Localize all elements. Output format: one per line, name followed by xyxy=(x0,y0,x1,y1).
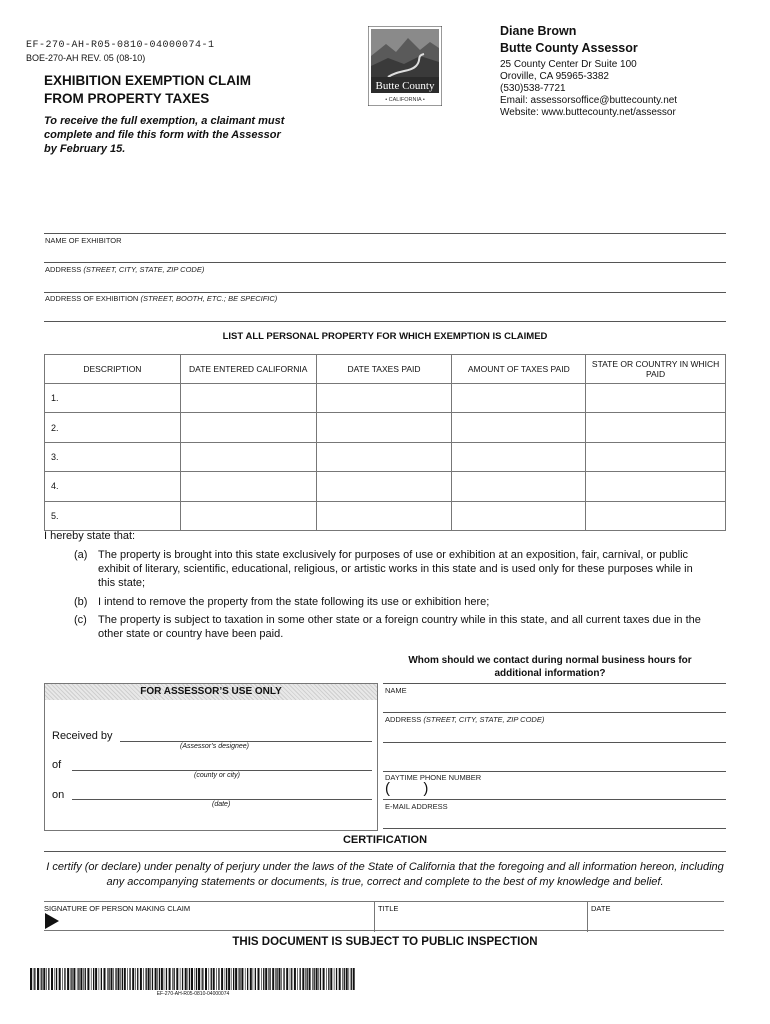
date-field[interactable] xyxy=(587,902,724,932)
barcode-bar xyxy=(269,968,270,990)
barcode-bar xyxy=(140,968,142,990)
barcode xyxy=(30,968,356,990)
barcode-bar xyxy=(150,968,151,990)
barcode-bar xyxy=(218,968,219,990)
received-by-field[interactable] xyxy=(120,741,372,742)
barcode-bar xyxy=(152,968,153,990)
table-cell[interactable] xyxy=(586,384,726,413)
of-label: of xyxy=(52,759,62,771)
barcode-bar xyxy=(77,968,78,990)
barcode-bar xyxy=(209,968,210,990)
barcode-bar xyxy=(241,968,243,990)
divider xyxy=(383,683,726,684)
barcode-bar xyxy=(253,968,254,990)
barcode-bar xyxy=(37,968,39,990)
col-description: DESCRIPTION xyxy=(45,355,181,384)
address-label xyxy=(45,265,204,274)
table-cell[interactable] xyxy=(452,501,586,530)
table-row xyxy=(45,413,726,442)
assessor-address-2: Oroville, CA 95965-3382 xyxy=(500,71,609,82)
table-cell[interactable] xyxy=(180,413,316,442)
clause-c-label: (c) xyxy=(74,614,87,626)
name-of-exhibitor-label: NAME OF EXHIBITOR xyxy=(45,236,122,245)
barcode-bar xyxy=(344,968,345,990)
barcode-bar xyxy=(59,968,61,990)
barcode-bar xyxy=(62,968,63,990)
barcode-bar xyxy=(85,968,86,990)
barcode-bar xyxy=(129,968,130,990)
barcode-bar xyxy=(247,968,248,990)
on-label: on xyxy=(52,789,65,801)
barcode-bar xyxy=(238,968,239,990)
title-line-1: EXHIBITION EXEMPTION CLAIM xyxy=(44,73,252,88)
property-list-heading: LIST ALL PERSONAL PROPERTY FOR WHICH EXEMPTION IS CLAIMED xyxy=(222,331,548,342)
barcode-bar xyxy=(286,968,288,990)
received-by-hint: (Assessor’s designee) xyxy=(180,743,249,750)
barcode-bar xyxy=(108,968,109,990)
assessor-phone: (530)538-7721 xyxy=(500,83,566,94)
signature-label: SIGNATURE OF PERSON MAKING CLAIM xyxy=(44,904,191,913)
clause-a-text: The property is brought into this state exclusively for purposes of use or exhibition at an exposition, fair, carnival, or public exhibit of literary, scientific, educational, religious, or artistic works in this state and is used only for these purposes while in this state; xyxy=(98,549,693,589)
table-cell[interactable] xyxy=(180,472,316,501)
barcode-bar xyxy=(80,968,82,990)
barcode-bar xyxy=(46,968,47,990)
barcode-bar xyxy=(279,968,281,990)
contact-address-field[interactable] xyxy=(383,742,726,743)
phone-field[interactable] xyxy=(383,799,726,800)
barcode-bar xyxy=(159,968,160,990)
assessor-name: Diane Brown xyxy=(500,24,577,38)
assessor-use-heading: FOR ASSESSOR’S USE ONLY xyxy=(45,684,377,700)
public-inspection-notice: THIS DOCUMENT IS SUBJECT TO PUBLIC INSPECTION xyxy=(232,936,538,948)
barcode-bar xyxy=(261,968,262,990)
barcode-bar xyxy=(205,968,207,990)
phone-parens: ( ) xyxy=(385,780,429,797)
row-number[interactable]: 3. xyxy=(45,442,181,471)
barcode-bar xyxy=(176,968,178,990)
barcode-bar xyxy=(198,968,200,990)
table-row xyxy=(45,384,726,413)
barcode-bar xyxy=(87,968,89,990)
barcode-bar xyxy=(161,968,163,990)
barcode-bar xyxy=(124,968,126,990)
barcode-bar xyxy=(211,968,212,990)
barcode-bar xyxy=(225,968,226,990)
barcode-bar xyxy=(195,968,196,990)
barcode-text: EF-270-AH-R05-0810-04000074 xyxy=(156,991,230,997)
barcode-bar xyxy=(312,968,313,990)
barcode-bar xyxy=(70,968,71,990)
col-date-entered: DATE ENTERED CALIFORNIA xyxy=(180,355,316,384)
certification-text: I certify (or declare) under penalty of perjury under the laws of the State of California that the foregoing and all information hereon, including any accompanying statements or documents, is true, correct and complete to the best of my knowledge and belief. xyxy=(46,861,724,888)
barcode-bar xyxy=(283,968,284,990)
of-field[interactable] xyxy=(72,770,372,771)
barcode-bar xyxy=(320,968,321,990)
barcode-bar xyxy=(30,968,32,990)
email-label: E-MAIL ADDRESS xyxy=(385,802,448,811)
barcode-bar xyxy=(300,968,301,990)
barcode-bar xyxy=(326,968,327,990)
barcode-bar xyxy=(276,968,277,990)
barcode-bar xyxy=(127,968,128,990)
barcode-bar xyxy=(83,968,84,990)
statement-intro: I hereby state that: xyxy=(44,530,136,542)
title-field[interactable] xyxy=(374,902,587,932)
address-exhibition-label xyxy=(45,294,277,303)
barcode-bar xyxy=(146,968,147,990)
barcode-bar xyxy=(201,968,202,990)
barcode-bar xyxy=(48,968,49,990)
received-by-label: Received by xyxy=(52,730,113,742)
table-cell[interactable] xyxy=(180,501,316,530)
barcode-bar xyxy=(346,968,348,990)
address-exhibition-hint: (STREET, BOOTH, ETC.; BE SPECIFIC) xyxy=(140,294,278,303)
table-cell[interactable] xyxy=(586,413,726,442)
table-row xyxy=(45,442,726,471)
on-field[interactable] xyxy=(72,799,372,800)
col-amount-taxes-paid: AMOUNT OF TAXES PAID xyxy=(452,355,586,384)
barcode-bar xyxy=(164,968,165,990)
assessor-website: Website: www.buttecounty.net/assessor xyxy=(500,107,676,118)
barcode-bar xyxy=(40,968,41,990)
barcode-bar xyxy=(55,968,56,990)
barcode-bar xyxy=(137,968,138,990)
row-number[interactable]: 4. xyxy=(45,472,181,501)
barcode-bar xyxy=(250,968,252,990)
barcode-bar xyxy=(155,968,157,990)
table-cell[interactable] xyxy=(316,472,452,501)
barcode-bar xyxy=(71,968,72,990)
phone-label: DAYTIME PHONE NUMBER xyxy=(385,773,482,782)
assessor-address-1: 25 County Center Dr Suite 100 xyxy=(500,59,637,70)
barcode-bar xyxy=(182,968,183,990)
signature-row xyxy=(44,901,724,931)
barcode-bar xyxy=(316,968,318,990)
clause-c-text: The property is subject to taxation in some other state or a foreign country while in this state, and all current taxes due in the other state or country have been paid. xyxy=(98,614,701,640)
contact-address-field-2[interactable] xyxy=(383,771,726,772)
barcode-bar xyxy=(233,968,234,990)
table-cell[interactable] xyxy=(180,442,316,471)
barcode-bar xyxy=(185,968,187,990)
address-label-text: ADDRESS xyxy=(45,265,82,274)
contact-address-label xyxy=(385,715,544,724)
contact-address-hint: (STREET, CITY, STATE, ZIP CODE) xyxy=(423,715,545,724)
table-cell[interactable] xyxy=(316,384,452,413)
contact-name-field[interactable] xyxy=(383,712,726,713)
divider xyxy=(44,233,726,234)
clause-b-text: I intend to remove the property from the state following its use or exhibition here; xyxy=(98,596,490,608)
barcode-bar xyxy=(174,968,175,990)
barcode-bar xyxy=(302,968,304,990)
barcode-bar xyxy=(135,968,136,990)
barcode-bar xyxy=(305,968,306,990)
divider xyxy=(44,851,726,852)
form-title xyxy=(44,72,251,108)
table-cell[interactable] xyxy=(452,384,586,413)
barcode-bar xyxy=(342,968,343,990)
address-field[interactable] xyxy=(44,292,726,293)
barcode-bar xyxy=(323,968,325,990)
barcode-bar xyxy=(120,968,121,990)
table-cell[interactable] xyxy=(316,501,452,530)
barcode-bar xyxy=(221,968,223,990)
title-line-2: FROM PROPERTY TAXES xyxy=(44,91,210,106)
barcode-bar xyxy=(281,968,282,990)
col-date-taxes-paid: DATE TAXES PAID xyxy=(316,355,452,384)
barcode-bar xyxy=(111,968,113,990)
barcode-bar xyxy=(353,968,355,990)
barcode-bar xyxy=(122,968,123,990)
barcode-bar xyxy=(226,968,227,990)
barcode-bar xyxy=(180,968,181,990)
barcode-bar xyxy=(339,968,341,990)
form-code: EF-270-AH-R05-0810-04000074-1 xyxy=(26,40,215,51)
logo-text: Butte County xyxy=(375,80,435,92)
barcode-bar xyxy=(202,968,203,990)
title-label: TITLE xyxy=(378,904,399,913)
assessor-contact xyxy=(500,24,677,119)
county-logo xyxy=(368,26,442,106)
barcode-bar xyxy=(272,968,274,990)
table-cell[interactable] xyxy=(586,501,726,530)
contact-name-label: NAME xyxy=(385,686,407,695)
barcode-bar xyxy=(263,968,264,990)
form-revision: BOE-270-AH REV. 05 (08-10) xyxy=(26,53,146,63)
clause-b-label: (b) xyxy=(74,596,88,608)
barcode-bar xyxy=(291,968,292,990)
barcode-bar xyxy=(213,968,215,990)
barcode-bar xyxy=(43,968,45,990)
on-hint: (date) xyxy=(212,801,231,808)
barcode-bar xyxy=(330,968,332,990)
barcode-bar xyxy=(143,968,144,990)
table-cell[interactable] xyxy=(316,413,452,442)
barcode-bar xyxy=(336,968,337,990)
barcode-bar xyxy=(78,968,79,990)
barcode-bar xyxy=(99,968,100,990)
assessor-use-box xyxy=(44,683,378,831)
form-instructions: To receive the full exemption, a claimant must complete and file this form with the Assessor by February 15. xyxy=(44,115,285,155)
table-cell[interactable] xyxy=(452,413,586,442)
of-hint: (county or city) xyxy=(194,772,240,779)
barcode-bar xyxy=(104,968,106,990)
barcode-bar xyxy=(231,968,232,990)
property-table xyxy=(44,354,726,531)
table-row xyxy=(45,472,726,501)
barcode-bar xyxy=(334,968,335,990)
certification-heading: CERTIFICATION xyxy=(342,834,428,846)
barcode-bar xyxy=(157,968,158,990)
signature-field[interactable] xyxy=(44,902,374,932)
row-number[interactable]: 1. xyxy=(45,384,181,413)
barcode-bar xyxy=(56,968,57,990)
barcode-bar xyxy=(41,968,42,990)
barcode-bar xyxy=(314,968,315,990)
barcode-bar xyxy=(196,968,197,990)
row-number[interactable]: 5. xyxy=(45,501,181,530)
barcode-bar xyxy=(245,968,246,990)
table-row xyxy=(45,501,726,530)
barcode-bar xyxy=(189,968,190,990)
row-number[interactable]: 2. xyxy=(45,413,181,442)
table-cell[interactable] xyxy=(452,472,586,501)
barcode-bar xyxy=(101,968,102,990)
barcode-bar xyxy=(93,968,94,990)
barcode-bar xyxy=(349,968,350,990)
barcode-bar xyxy=(113,968,114,990)
barcode-bar xyxy=(309,968,311,990)
barcode-bar xyxy=(188,968,189,990)
barcode-bar xyxy=(265,968,267,990)
address-exhibition-label-text: ADDRESS OF EXHIBITION xyxy=(45,294,139,303)
table-cell[interactable] xyxy=(316,442,452,471)
barcode-bar xyxy=(169,968,171,990)
address-hint: (STREET, CITY, STATE, ZIP CODE) xyxy=(83,265,205,274)
assessor-role: Butte County Assessor xyxy=(500,41,638,55)
table-cell[interactable] xyxy=(586,442,726,471)
barcode-bar xyxy=(132,968,134,990)
barcode-bar xyxy=(95,968,97,990)
barcode-bar xyxy=(307,968,308,990)
assessor-email: Email: assessorsoffice@buttecounty.net xyxy=(500,95,678,106)
barcode-bar xyxy=(166,968,167,990)
barcode-bar xyxy=(91,968,92,990)
barcode-bar xyxy=(228,968,230,990)
date-label: DATE xyxy=(591,904,611,913)
contact-address-label-text: ADDRESS xyxy=(385,715,422,724)
barcode-bar xyxy=(239,968,240,990)
barcode-bar xyxy=(115,968,116,990)
sign-here-arrow-icon xyxy=(45,913,59,929)
barcode-bar xyxy=(33,968,34,990)
barcode-bar xyxy=(191,968,193,990)
barcode-bar xyxy=(73,968,75,990)
barcode-bar xyxy=(351,968,352,990)
barcode-bar xyxy=(67,968,69,990)
barcode-bar xyxy=(297,968,298,990)
barcode-bar xyxy=(51,968,53,990)
col-state-country: STATE OR COUNTRY IN WHICH PAID xyxy=(586,355,726,384)
table-cell[interactable] xyxy=(452,442,586,471)
barcode-bar xyxy=(148,968,150,990)
barcode-bar xyxy=(328,968,329,990)
clause-a-label: (a) xyxy=(74,549,88,561)
barcode-bar xyxy=(255,968,256,990)
address-exhibition-field[interactable] xyxy=(44,321,726,322)
barcode-bar xyxy=(290,968,291,990)
barcode-bar xyxy=(258,968,260,990)
logo-subtext: • CALIFORNIA • xyxy=(385,97,425,103)
name-of-exhibitor-field[interactable] xyxy=(44,262,726,263)
table-cell[interactable] xyxy=(180,384,316,413)
barcode-bar xyxy=(268,968,269,990)
barcode-bar xyxy=(172,968,173,990)
property-table-header xyxy=(45,355,726,384)
barcode-bar xyxy=(34,968,35,990)
barcode-bar xyxy=(318,968,319,990)
email-field[interactable] xyxy=(383,828,726,829)
barcode-bar xyxy=(118,968,120,990)
barcode-bar xyxy=(216,968,217,990)
barcode-bar xyxy=(64,968,65,990)
contact-question: Whom should we contact during normal business hours for additional information? xyxy=(408,655,692,679)
barcode-bar xyxy=(107,968,108,990)
barcode-bar xyxy=(275,968,276,990)
table-cell[interactable] xyxy=(586,472,726,501)
barcode-bar xyxy=(294,968,296,990)
barcode-bar xyxy=(235,968,237,990)
